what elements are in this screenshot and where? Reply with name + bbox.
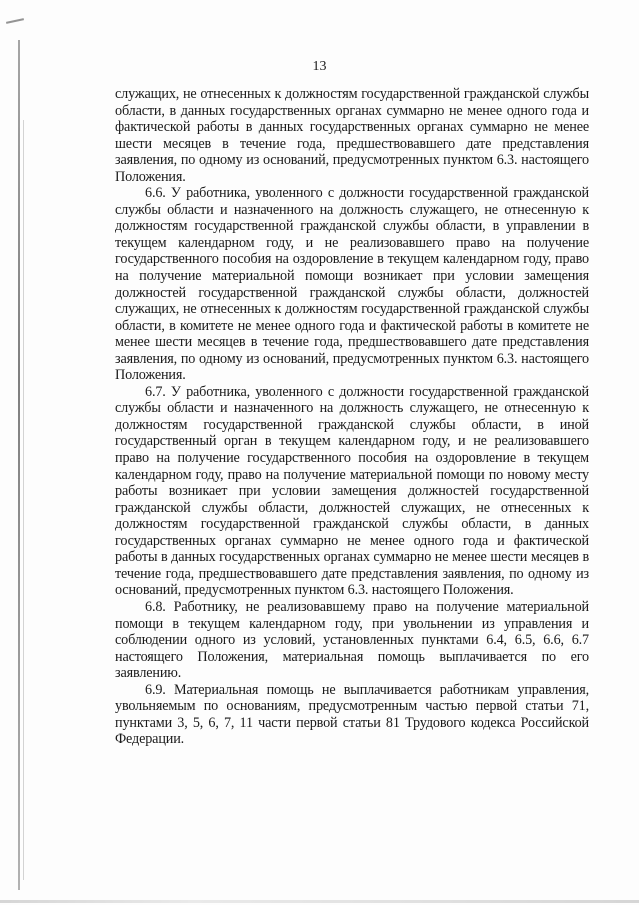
- document-body: [115, 86, 589, 748]
- paragraph-6-7: 6.7. У работника, уволенного с должности государственной гражданской службы области и назначенного на должность служащего, не отнесенную к должностям государственной гражданской службы области, в иной государственный орган в текущем календарном году, и не реализовавшего право на получение государственного пособия на оздоровление в текущем календарном году, право на получение материальной помощи по новому месту работы возникает при условии замещения должностей государственной гражданской службы области, должностей служащих, не отнесенных к должностям государственной гражданской службы области, в данных государственных органах суммарно не менее одного года и фактической работы в данных государственных органах суммарно не менее шести месяцев в течение года, предшествовавшего дате представления заявления, по одному из оснований, предусмотренных пунктом 6.3. настоящего Положения.: [115, 383, 589, 599]
- paragraph-continued: служащих, не отнесенных к должностям государственной гражданской службы области, в данных государственных органах суммарно не менее одного года и фактической работы в данных государственных органах суммарно не менее шести месяцев в течение года, предшествовавшего дате представления заявления, по одному из оснований, предусмотренных пунктом 6.3. настоящего Положения.: [115, 86, 589, 185]
- paragraph-6-8: 6.8. Работнику, не реализовавшему право на получение материальной помощи в текущем календарном году, при увольнении из управления и соблюдении одного из условий, установленных пунктами 6.4, 6.5, 6.6, 6.7 настоящего Положения, материальная помощь выплачивается по его заявлению.: [115, 598, 589, 682]
- paragraph-6-9: 6.9. Материальная помощь не выплачивается работникам управления, увольняемым по основаниям, предусмотренным частью первой статьи 71, пунктами 3, 5, 6, 7, 11 части первой статьи 81 Трудового кодекса Российской Федерации.: [115, 681, 589, 748]
- paragraph-6-6: 6.6. У работника, уволенного с должности государственной гражданской службы области и назначенного на должность служащего, не отнесенную к должностям государственной гражданской службы области, в управлении в текущем календарном году, и не реализовавшего право на получение государственного пособия на оздоровление в текущем календарном году, право на получение материальной помощи возникает при условии замещения должностей государственной гражданской службы области, должностей служащих, не отнесенных к должностям государственной гражданской службы области, в комитете не менее одного года и фактической работы в комитете не менее шести месяцев в течение года, предшествовавшего дате представления заявления, по одному из оснований, предусмотренных пунктом 6.3. настоящего Положения.: [115, 185, 589, 384]
- scan-bottom-edge: [0, 900, 639, 903]
- scan-binding-edge: [18, 40, 20, 890]
- scan-binding-shadow: [23, 120, 24, 880]
- scan-corner-mark: [6, 18, 24, 24]
- page-number: 13: [312, 59, 327, 74]
